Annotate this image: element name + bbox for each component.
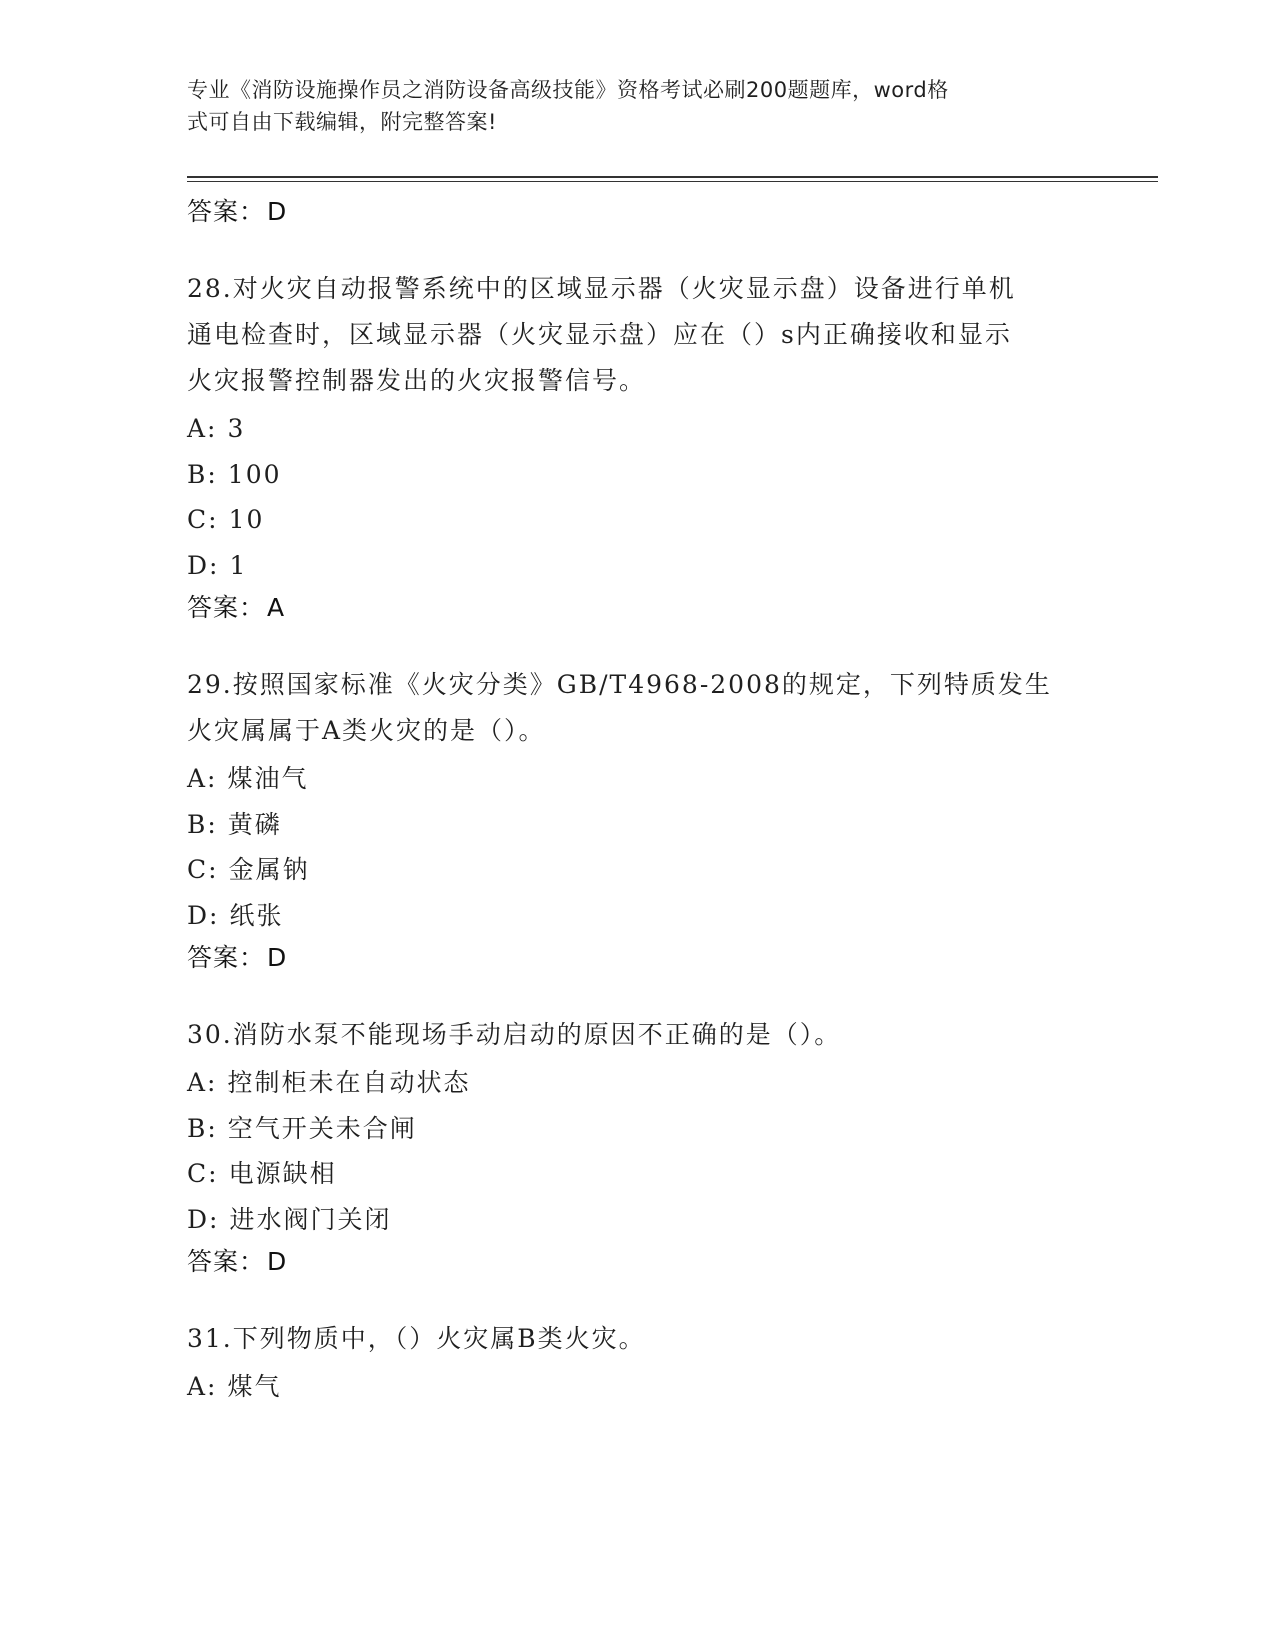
option-d <box>187 893 1087 939</box>
option-a <box>187 1060 1087 1106</box>
answer-line <box>187 192 1087 232</box>
option-key: C: <box>187 855 219 884</box>
question-28 <box>187 266 1087 628</box>
option-key: D: <box>187 550 220 580</box>
question-line: 按照国家标准《火灾分类》GB/T4968-2008的规定，下列特质发生 <box>232 670 1052 699</box>
option-text: 3 <box>227 414 246 443</box>
question-text <box>187 266 1087 404</box>
option-text: 电源缺相 <box>228 1159 337 1188</box>
option-key: D: <box>187 900 220 930</box>
option-text: 纸张 <box>229 900 284 930</box>
option-text: 控制柜未在自动状态 <box>227 1068 471 1097</box>
answer-value: D <box>267 197 288 226</box>
document-header <box>187 74 1077 138</box>
question-line: 下列物质中，（）火灾属B类火灾。 <box>232 1324 646 1353</box>
answer-line <box>187 938 1087 978</box>
header-line-2: 式可自由下载编辑，附完整答案! <box>187 110 497 134</box>
answer-label: 答案： <box>187 593 266 622</box>
question-number: 31. <box>187 1324 233 1353</box>
option-d <box>187 1197 1087 1243</box>
option-b <box>187 452 1087 498</box>
option-b <box>187 1106 1087 1152</box>
header-line-1: 专业《消防设施操作员之消防设备高级技能》资格考试必刷200题题库，word格 <box>187 78 949 102</box>
answer-line <box>187 1242 1087 1282</box>
question-line: 通电检查时，区域显示器（火灾显示盘）应在（）s内正确接收和显示 <box>187 320 1012 349</box>
answer-label: 答案： <box>187 943 266 972</box>
question-line: 火灾报警控制器发出的火灾报警信号。 <box>187 366 647 395</box>
option-key: A: <box>187 414 218 443</box>
question-30 <box>187 1012 1087 1282</box>
option-text: 100 <box>227 459 282 489</box>
question-list <box>187 192 1087 1410</box>
question-line: 对火灾自动报警系统中的区域显示器（火灾显示盘）设备进行单机 <box>232 274 1016 303</box>
answer-value: A <box>267 593 286 622</box>
option-key: B: <box>187 459 218 489</box>
option-key: B: <box>187 809 218 839</box>
answer-value: D <box>267 1247 288 1276</box>
option-text: 煤气 <box>227 1372 282 1401</box>
option-text: 10 <box>228 505 265 534</box>
answer-label: 答案： <box>187 1247 266 1276</box>
question-31 <box>187 1316 1087 1410</box>
option-d <box>187 543 1087 589</box>
option-key: B: <box>187 1113 218 1143</box>
option-key: C: <box>187 505 219 534</box>
option-text: 空气开关未合闸 <box>227 1113 417 1143</box>
option-key: A: <box>187 764 218 793</box>
option-c <box>187 847 1087 893</box>
option-text: 金属钠 <box>228 855 310 884</box>
question-29 <box>187 662 1087 978</box>
option-c <box>187 497 1087 543</box>
header-divider <box>187 176 1158 182</box>
option-text: 煤油气 <box>227 764 309 793</box>
question-text <box>187 1316 1087 1362</box>
answer-line <box>187 588 1087 628</box>
option-a <box>187 756 1087 802</box>
option-key: D: <box>187 1204 220 1234</box>
option-text: 进水阀门关闭 <box>229 1204 392 1234</box>
option-a <box>187 1364 1087 1410</box>
question-line: 消防水泵不能现场手动启动的原因不正确的是（）。 <box>232 1020 842 1049</box>
option-text: 1 <box>229 550 248 580</box>
question-number: 30. <box>187 1020 233 1049</box>
option-key: A: <box>187 1068 218 1097</box>
option-key: C: <box>187 1159 219 1188</box>
question-line: 火灾属属于A类火灾的是（）。 <box>187 716 546 745</box>
option-text: 黄磷 <box>227 809 282 839</box>
option-a <box>187 406 1087 452</box>
answer-value: D <box>267 943 288 972</box>
question-text <box>187 662 1087 754</box>
question-number: 28. <box>187 274 233 303</box>
question-text <box>187 1012 1087 1058</box>
answer-label: 答案： <box>187 197 266 226</box>
option-b <box>187 802 1087 848</box>
option-c <box>187 1151 1087 1197</box>
question-number: 29. <box>187 670 233 699</box>
option-key: A: <box>187 1372 218 1401</box>
